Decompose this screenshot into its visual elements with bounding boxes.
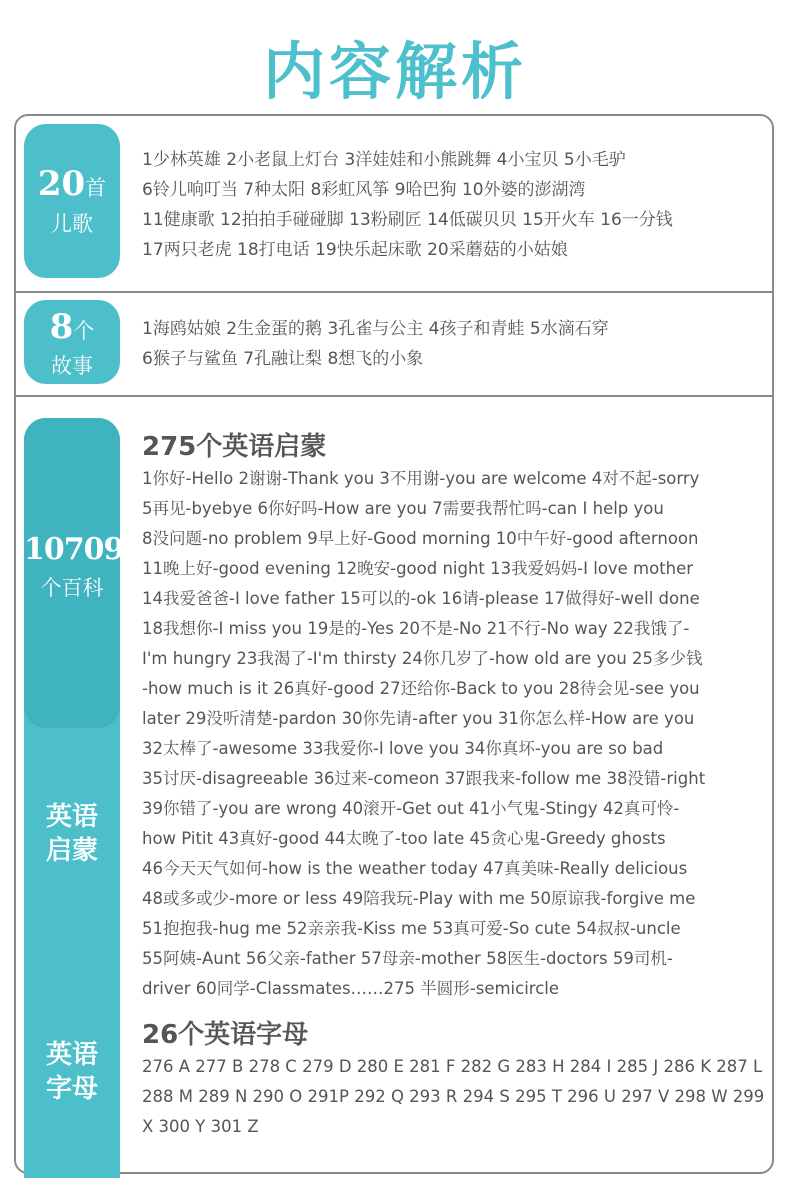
songs-label: 儿歌: [51, 212, 93, 236]
list-item: later 29没听清楚-pardon 30你先请-after you 31你怎么样-How are you: [142, 709, 695, 728]
list-item: 35讨厌-disagreeable 36过来-comeon 37跟我来-follow me 38没错-right: [142, 769, 706, 788]
list-item: 46今天天气如何-how is the weather today 47真美味-Really delicious: [142, 859, 688, 878]
encyclopedia-badge-upper: [24, 418, 124, 728]
list-item: I'm hungry 23我渴了-I'm thirsty 24你几岁了-how old are you 25多少钱: [142, 649, 703, 668]
list-item: 55阿姨-Aunt 56父亲-father 57母亲-mother 58医生-doctors 59司机-: [142, 949, 673, 968]
stories-list: [142, 314, 774, 374]
encyclopedia-count: 10709: [24, 532, 124, 567]
list-item: driver 60同学-Classmates……275 半圆形-semicircle: [142, 979, 560, 998]
english-alphabet-label: 英语 字母: [45, 1040, 98, 1104]
section-divider: [15, 291, 773, 293]
section-divider: [15, 395, 773, 397]
list-item: 51抱抱我-hug me 52亲亲我-Kiss me 53真可爱-So cute 54叔叔-uncle: [142, 919, 681, 938]
songs-count: 20: [37, 164, 86, 204]
list-item: 6猴子与鲨鱼 7孔融让梨 8想飞的小象: [142, 349, 424, 369]
list-item: 14我爱爸爸-I love father 15可以的-ok 16请-please 17做得好-well done: [142, 589, 700, 608]
list-item: 276 A 277 B 278 C 279 D 280 E 281 F 282 G 283 H 284 I 285 J 286 K 287 L: [142, 1057, 763, 1076]
list-item: 39你错了-you are wrong 40滚开-Get out 41小气鬼-Stingy 42真可怜-: [142, 799, 680, 818]
list-item: 17两只老虎 18打电话 19快乐起床歌 20采蘑菇的小姑娘: [142, 240, 568, 260]
songs-badge: [24, 124, 120, 278]
english-enlighten-label: 英语 启蒙: [45, 802, 98, 866]
stories-count: 8: [49, 307, 74, 347]
list-item: 6铃儿响叮当 7种太阳 8彩虹风筝 9哈巴狗 10外婆的澎湖湾: [142, 180, 586, 200]
list-item: 11晚上好-good evening 12晚安-good night 13我爱妈妈-I love mother: [142, 559, 694, 578]
list-item: 32太棒了-awesome 33我爱你-I love you 34你真坏-you are so bad: [142, 739, 664, 758]
stories-badge: [24, 300, 120, 384]
list-item: -how much is it 26真好-good 27还给你-Back to you 28待会见-see you: [142, 679, 700, 698]
alphabet-section-heading: 26个英语字母: [142, 1020, 309, 1050]
songs-list: [142, 145, 774, 265]
stories-label: 故事: [51, 354, 93, 378]
stories-unit: 个: [73, 319, 95, 343]
english-phrase-list: [142, 464, 774, 1004]
list-item: 48或多或少-more or less 49陪我玩-Play with me 50原谅我-forgive me: [142, 889, 696, 908]
list-item: 11健康歌 12拍拍手碰碰脚 13粉刷匠 14低碳贝贝 15开火车 16一分钱: [142, 210, 673, 230]
list-item: 288 M 289 N 290 O 291P 292 Q 293 R 294 S 295 T 296 U 297 V 298 W 299: [142, 1087, 765, 1106]
list-item: 1海鸥姑娘 2生金蛋的鹅 3孔雀与公主 4孩子和青蛙 5水滴石穿: [142, 319, 609, 339]
list-item: how Pitit 43真好-good 44太晚了-too late 45贪心鬼-Greedy ghosts: [142, 829, 666, 848]
list-item: X 300 Y 301 Z: [142, 1117, 259, 1136]
list-item: 1少林英雄 2小老鼠上灯台 3洋娃娃和小熊跳舞 4小宝贝 5小毛驴: [142, 150, 626, 170]
list-item: 5再见-byebye 6你好吗-How are you 7需要我帮忙吗-can I help you: [142, 499, 664, 518]
english-section-heading: 275个英语启蒙: [142, 432, 327, 462]
encyclopedia-label: 个百科: [40, 576, 104, 600]
songs-unit: 首: [85, 176, 107, 200]
list-item: 1你好-Hello 2谢谢-Thank you 3不用谢-you are welcome 4对不起-sorry: [142, 469, 700, 488]
page-title: 内容解析: [262, 35, 527, 108]
list-item: 18我想你-I miss you 19是的-Yes 20不是-No 21不行-No way 22我饿了-: [142, 619, 690, 638]
list-item: 8没问题-no problem 9早上好-Good morning 10中午好-good afternoon: [142, 529, 699, 548]
alphabet-list: [142, 1052, 774, 1142]
